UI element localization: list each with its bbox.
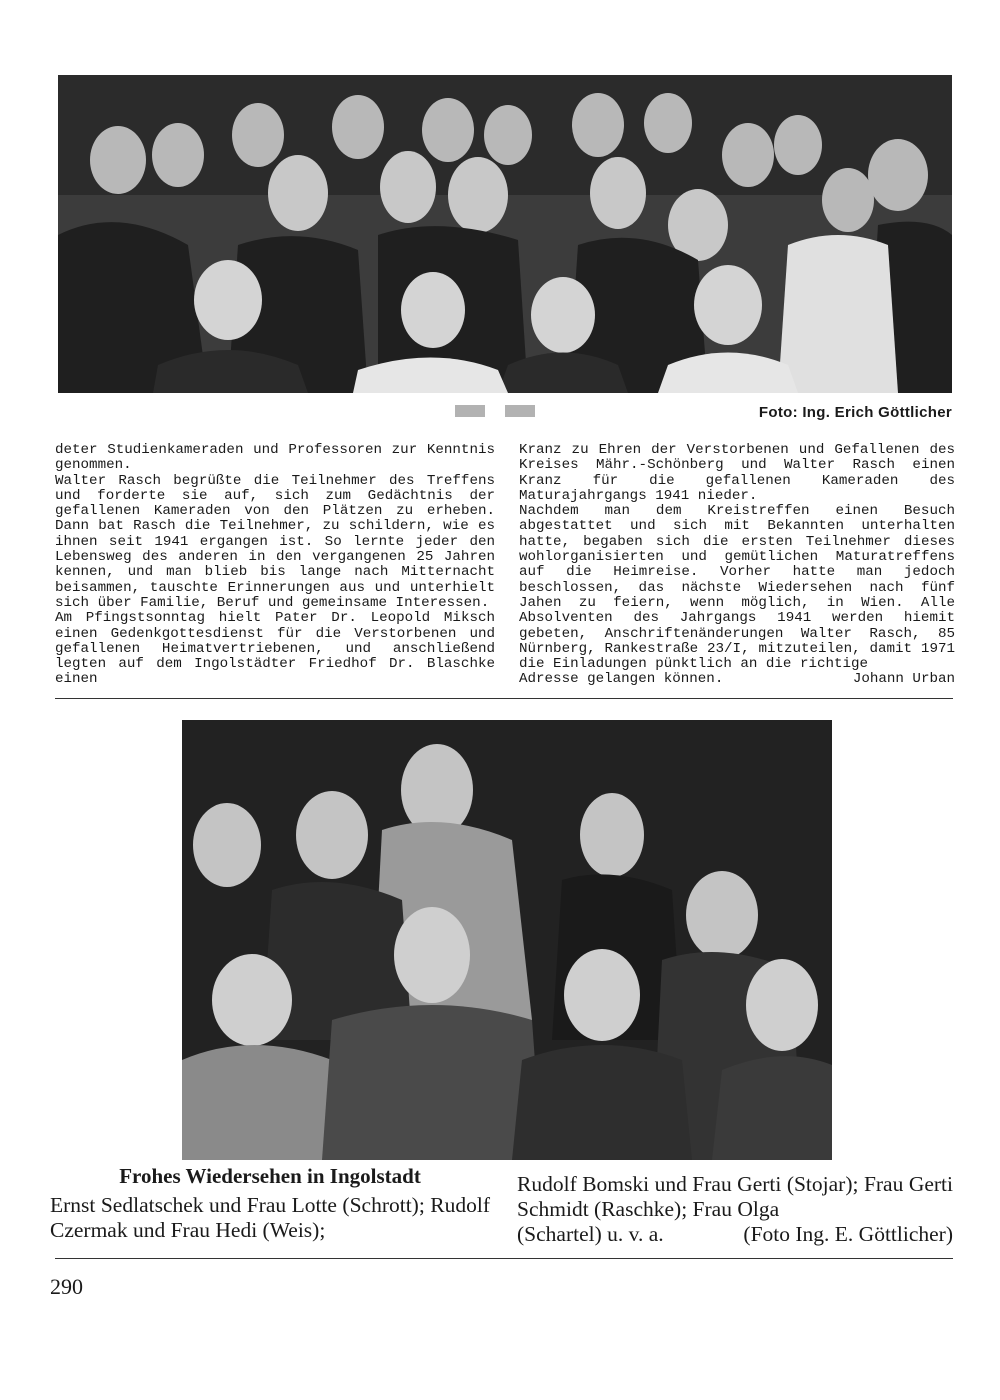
article-author: Johann Urban [852, 671, 955, 688]
divider-rule [55, 698, 953, 699]
article-paragraph: Nachdem man dem Kreistreffen einen Besuch abgestattet und sich mit Bekannten unterhalten hatte, begaben sich die ersten Teilnehmer dieses wohlorganisierten und gemütlichen Maturatreffens auf die Heimreise. Vorher hatte man jedoch beschlossen, das nächste Wiedersehen nach fünf Jahen zu feiern, wenn möglich, in Wien. Alle Absolventen des Jahrgangs 1941 werden hiemit gebeten, Anschriftenänderungen Walter Rasch, 85 Nürnberg, Rankestraße 23/I, mitzuteilen, damit 1971 die Einladungen pünktlich an die richtige [519, 503, 955, 673]
caption-left [50, 1164, 490, 1243]
article-column-left [55, 443, 495, 688]
article-signoff [519, 672, 955, 687]
article-paragraph: Am Pfingstsonntag hielt Pater Dr. Leopold Miksch einen Gedenkgottesdienst für die Verstorbenen und gefallenen Heimatvertriebenen, und anschließend legten auf dem Ingolstädter Friedhof Dr. Blaschke einen [55, 610, 495, 688]
photo-credit-top: Foto: Ing. Erich Göttlicher [758, 404, 952, 421]
print-artifacts [455, 404, 551, 422]
article-paragraph: Kranz zu Ehren der Verstorbenen und Gefallenen des Kreises Mähr.-Schönberg und Walter Rasch einen Kranz für die gefallenen Kameraden des Maturajahrgangs 1941 nieder. [519, 442, 955, 504]
article-last-line: Adresse gelangen können. [519, 671, 724, 688]
group-photo-bottom [182, 720, 832, 1160]
caption-title: Frohes Wiedersehen in Ingolstadt [119, 1164, 421, 1188]
group-photo-top-image [58, 75, 952, 393]
article-column-right [519, 443, 955, 688]
print-smudge [505, 405, 535, 417]
page-number: 290 [50, 1274, 83, 1299]
caption-left-text: Ernst Sedlatschek und Frau Lotte (Schrott); Rudolf Czermak und Frau Hedi (Weis); [50, 1193, 490, 1242]
article-paragraph: deter Studienkameraden und Professoren zur Kenntnis genommen. [55, 442, 495, 474]
divider-rule [55, 1258, 953, 1259]
print-smudge [455, 405, 485, 417]
caption-right-text: Rudolf Bomski und Frau Gerti (Stojar); Frau Gerti Schmidt (Raschke); Frau Olga [517, 1172, 953, 1221]
caption-right-last: (Schartel) u. v. a. [517, 1222, 664, 1246]
caption-right-lastline [517, 1222, 953, 1247]
article-paragraph: Walter Rasch begrüßte die Teilnehmer des Treffens und forderte sie auf, sich zum Gedächtnis der gefallenen Kameraden von den Plätzen zu erheben. Dann bat Rasch die Teilnehmer, zu schildern, wie es ihnen seit 1941 ergangen ist. So lernte jeder den Lebensweg des anderen in den vergangenen 25 Jahren kennen, und man blieb bis lange nach Mitternacht beisammen, tauschte Erinnerungen aus und unterhielt sich über Familie, Beruf und gemeinsame Interessen. [55, 472, 495, 611]
group-photo-top [58, 75, 952, 393]
group-photo-bottom-image [182, 720, 832, 1160]
caption-right [517, 1172, 953, 1247]
caption-photo-credit: (Foto Ing. E. Göttlicher) [743, 1222, 953, 1246]
